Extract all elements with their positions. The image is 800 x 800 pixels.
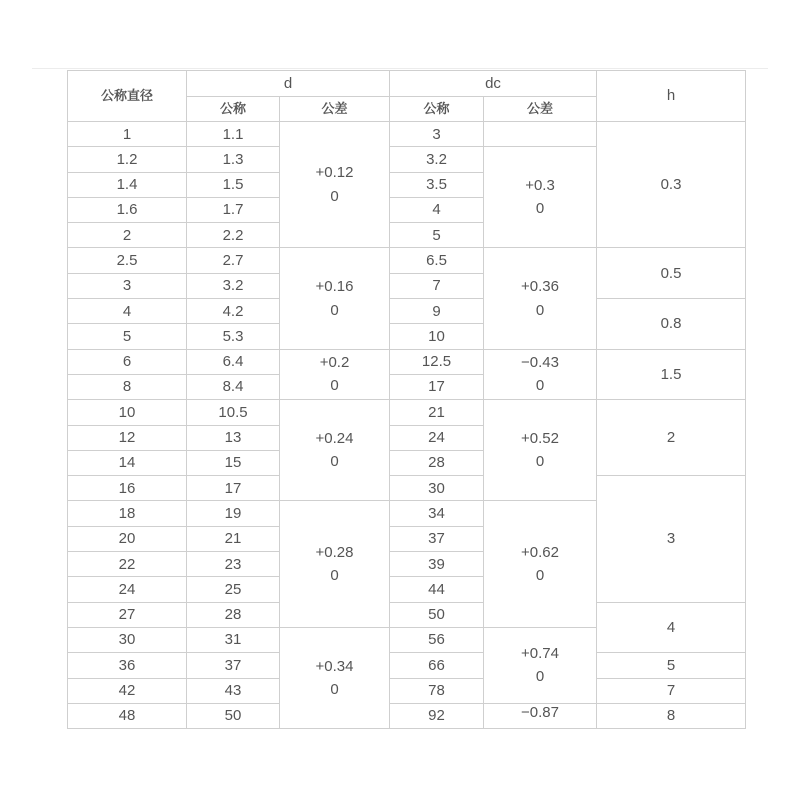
d-nominal-cell: 1.1 (187, 122, 280, 147)
tolerance-lower: 0 (535, 453, 545, 471)
tolerance-upper: −0.43 (521, 354, 559, 372)
d-nominal-cell: 25 (187, 577, 280, 602)
nominal-diameter-cell: 3 (68, 273, 187, 298)
table-row (68, 349, 746, 374)
dc-nominal-cell: 30 (390, 476, 484, 501)
tolerance-upper: +0.2 (319, 354, 350, 372)
d-nominal-cell: 17 (187, 476, 280, 501)
d-nominal-cell: 43 (187, 678, 280, 703)
dc-nominal-cell: 3 (390, 122, 484, 147)
nominal-diameter-cell: 42 (68, 678, 187, 703)
dc-tolerance-cell (484, 147, 597, 248)
dc-nominal-cell: 37 (390, 526, 484, 551)
h-cell: 8 (597, 703, 746, 728)
table-row (68, 678, 746, 703)
header-d-tolerance: 公差 (280, 97, 390, 122)
dc-nominal-cell: 7 (390, 273, 484, 298)
tolerance-lower: 0 (330, 453, 339, 471)
dc-nominal-cell: 34 (390, 501, 484, 526)
tolerance-lower: 0 (330, 301, 339, 319)
nominal-diameter-cell: 27 (68, 602, 187, 627)
dc-nominal-cell: 44 (390, 577, 484, 602)
dc-tolerance-cell (484, 501, 597, 627)
h-cell: 4 (597, 602, 746, 653)
dc-nominal-cell: 3.5 (390, 172, 484, 197)
dc-nominal-cell: 6.5 (390, 248, 484, 273)
d-nominal-cell: 50 (187, 703, 280, 728)
header-h: h (597, 71, 746, 122)
h-cell: 0.5 (597, 248, 746, 299)
dc-nominal-cell: 24 (390, 425, 484, 450)
d-tolerance-cell (280, 122, 390, 248)
tolerance-upper: +0.3 (525, 177, 555, 195)
dc-tolerance-cell (484, 400, 597, 501)
dc-nominal-cell: 4 (390, 197, 484, 222)
table-row (68, 248, 746, 273)
h-cell: 3 (597, 476, 746, 602)
dc-nominal-cell: 66 (390, 653, 484, 678)
d-nominal-cell: 1.3 (187, 147, 280, 172)
header-dc: dc (390, 71, 597, 97)
h-cell: 0.3 (597, 122, 746, 248)
d-nominal-cell: 1.7 (187, 197, 280, 222)
d-tolerance-cell (280, 627, 390, 728)
nominal-diameter-cell: 4 (68, 299, 187, 324)
tolerance-upper: −0.87 (521, 704, 559, 722)
nominal-diameter-cell: 1 (68, 122, 187, 147)
dc-tolerance-cell (484, 248, 597, 349)
nominal-diameter-cell: 36 (68, 653, 187, 678)
nominal-diameter-cell: 12 (68, 425, 187, 450)
dc-nominal-cell: 92 (390, 703, 484, 728)
tolerance-upper: +0.16 (315, 278, 354, 296)
dc-nominal-cell: 56 (390, 627, 484, 652)
header-d-nominal: 公称 (187, 97, 280, 122)
tolerance-lower: 0 (330, 187, 339, 205)
d-nominal-cell: 23 (187, 552, 280, 577)
table-row (68, 476, 746, 501)
table-row (68, 602, 746, 627)
dc-nominal-cell: 28 (390, 450, 484, 475)
nominal-diameter-cell: 22 (68, 552, 187, 577)
d-nominal-cell: 15 (187, 450, 280, 475)
top-divider (32, 68, 768, 69)
d-nominal-cell: 13 (187, 425, 280, 450)
d-nominal-cell: 21 (187, 526, 280, 551)
tolerance-lower: 0 (330, 681, 339, 699)
dc-nominal-cell: 17 (390, 374, 484, 399)
dc-nominal-cell: 9 (390, 299, 484, 324)
d-nominal-cell: 10.5 (187, 400, 280, 425)
nominal-diameter-cell: 1.4 (68, 172, 187, 197)
nominal-diameter-cell: 2 (68, 223, 187, 248)
dc-nominal-cell: 78 (390, 678, 484, 703)
table-row (68, 299, 746, 324)
washer-spec-table (67, 70, 746, 729)
tolerance-lower: 0 (535, 301, 545, 319)
dc-nominal-cell: 3.2 (390, 147, 484, 172)
tolerance-upper: +0.62 (521, 543, 559, 561)
tolerance-upper: +0.74 (521, 645, 559, 663)
h-cell: 7 (597, 678, 746, 703)
h-cell: 2 (597, 400, 746, 476)
dc-tolerance-cell (484, 122, 597, 147)
d-nominal-cell: 37 (187, 653, 280, 678)
dc-nominal-cell: 50 (390, 602, 484, 627)
nominal-diameter-cell: 2.5 (68, 248, 187, 273)
h-cell: 5 (597, 653, 746, 678)
d-nominal-cell: 5.3 (187, 324, 280, 349)
nominal-diameter-cell: 30 (68, 627, 187, 652)
nominal-diameter-cell: 5 (68, 324, 187, 349)
nominal-diameter-cell: 16 (68, 476, 187, 501)
header-nominal-diameter: 公称直径 (68, 71, 187, 122)
dc-nominal-cell: 10 (390, 324, 484, 349)
tolerance-upper: +0.28 (315, 543, 354, 561)
tolerance-upper: +0.12 (315, 164, 354, 182)
d-nominal-cell: 4.2 (187, 299, 280, 324)
d-tolerance-cell (280, 501, 390, 627)
header-dc-tolerance: 公差 (484, 97, 597, 122)
table-row (68, 653, 746, 678)
d-nominal-cell: 2.7 (187, 248, 280, 273)
nominal-diameter-cell: 48 (68, 703, 187, 728)
nominal-diameter-cell: 14 (68, 450, 187, 475)
nominal-diameter-cell: 24 (68, 577, 187, 602)
h-cell: 0.8 (597, 299, 746, 350)
tolerance-upper: +0.24 (315, 430, 354, 448)
nominal-diameter-cell: 10 (68, 400, 187, 425)
tolerance-lower: 0 (330, 377, 339, 395)
table-row (68, 122, 746, 147)
dc-tolerance-cell (484, 703, 597, 728)
header-dc-nominal: 公称 (390, 97, 484, 122)
d-nominal-cell: 8.4 (187, 374, 280, 399)
d-nominal-cell: 19 (187, 501, 280, 526)
d-nominal-cell: 3.2 (187, 273, 280, 298)
table-row (68, 703, 746, 728)
header-d: d (187, 71, 390, 97)
tolerance-upper: +0.52 (521, 430, 559, 448)
dc-tolerance-cell (484, 627, 597, 703)
d-tolerance-cell (280, 248, 390, 349)
dc-tolerance-cell (484, 349, 597, 400)
d-nominal-cell: 6.4 (187, 349, 280, 374)
nominal-diameter-cell: 6 (68, 349, 187, 374)
tolerance-upper: +0.34 (315, 657, 354, 675)
dc-nominal-cell: 12.5 (390, 349, 484, 374)
tolerance-upper: +0.36 (521, 278, 559, 296)
table-row (68, 400, 746, 425)
d-tolerance-cell (280, 349, 390, 400)
dc-nominal-cell: 39 (390, 552, 484, 577)
nominal-diameter-cell: 8 (68, 374, 187, 399)
nominal-diameter-cell: 18 (68, 501, 187, 526)
d-nominal-cell: 31 (187, 627, 280, 652)
tolerance-lower: 0 (535, 668, 545, 686)
tolerance-lower: 0 (330, 567, 339, 585)
dc-nominal-cell: 5 (390, 223, 484, 248)
d-nominal-cell: 1.5 (187, 172, 280, 197)
dc-nominal-cell: 21 (390, 400, 484, 425)
tolerance-lower: 0 (535, 377, 545, 395)
d-nominal-cell: 2.2 (187, 223, 280, 248)
tolerance-lower: 0 (535, 567, 545, 585)
d-tolerance-cell (280, 400, 390, 501)
nominal-diameter-cell: 1.6 (68, 197, 187, 222)
d-nominal-cell: 28 (187, 602, 280, 627)
tolerance-lower: 0 (535, 200, 545, 218)
nominal-diameter-cell: 1.2 (68, 147, 187, 172)
nominal-diameter-cell: 20 (68, 526, 187, 551)
h-cell: 1.5 (597, 349, 746, 400)
